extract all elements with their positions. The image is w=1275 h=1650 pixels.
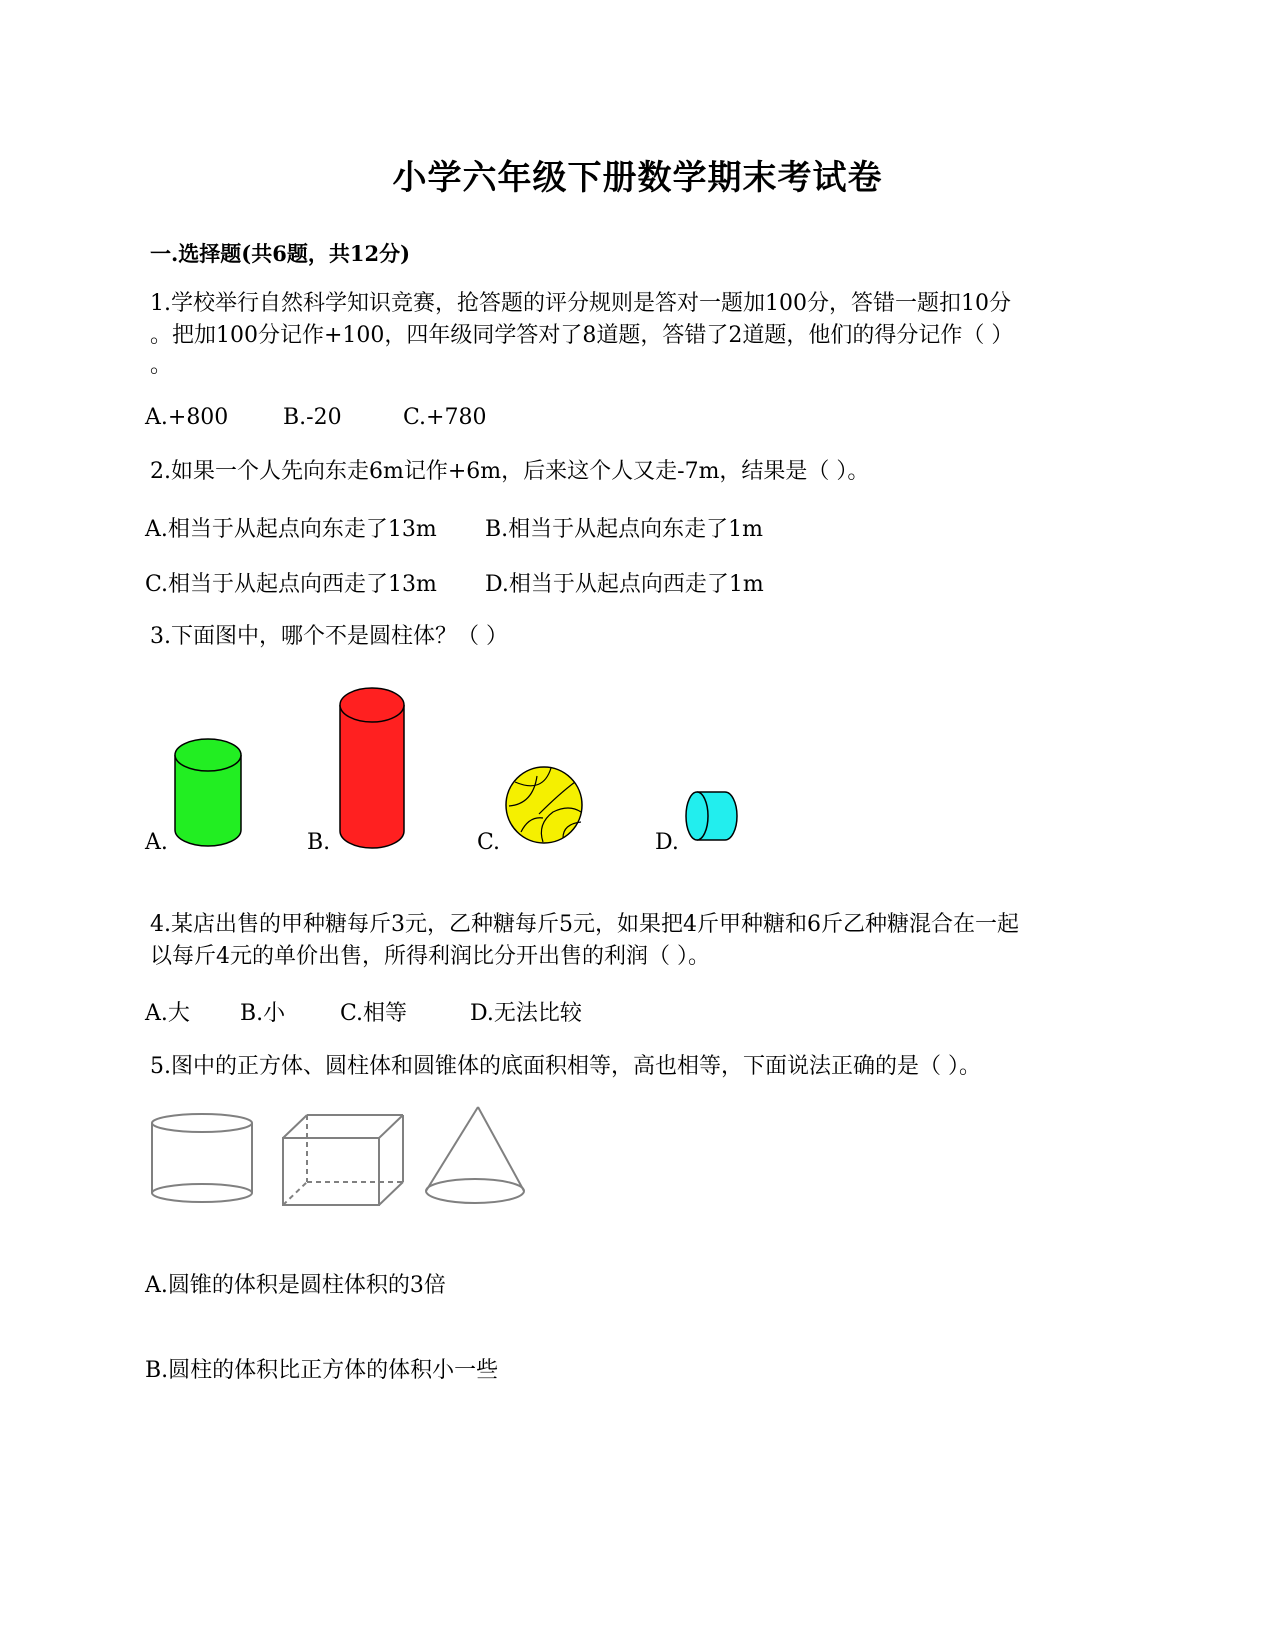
q2-option-a[interactable]: A.相当于从起点向东走了13m [145, 517, 437, 542]
q3-option-b[interactable]: B. [307, 830, 331, 855]
cylinder-outline [152, 1114, 252, 1202]
q2-option-b[interactable]: B.相当于从起点向东走了1m [485, 517, 764, 542]
q4-option-d[interactable]: D.无法比较 [470, 1001, 582, 1026]
q1-option-a[interactable]: A.+800 [145, 405, 229, 430]
red-cylinder-figure [336, 683, 416, 858]
q5-option-a[interactable]: A.圆锥的体积是圆柱体积的3倍 [145, 1273, 446, 1298]
q4-option-a[interactable]: A.大 [145, 1001, 190, 1026]
q1-option-c[interactable]: C.+780 [403, 405, 487, 430]
q3-option-a[interactable]: A. [145, 830, 168, 855]
cone-outline [426, 1107, 524, 1203]
q4-line-1: 4.某店出售的甲种糖每斤3元，乙种糖每斤5元，如果把4斤甲种糖和6斤乙种糖混合在一起 [150, 912, 1019, 937]
green-cylinder-figure [170, 735, 250, 855]
q2-text: 2.如果一个人先向东走6m记作+6m，后来这个人又走-7m，结果是（ ）。 [150, 459, 870, 484]
q1-line-2: 。把加100分记作+100，四年级同学答对了8道题，答错了2道题，他们的得分记作（ ） [150, 323, 1014, 348]
q4-option-b[interactable]: B.小 [240, 1001, 286, 1026]
q5-option-b[interactable]: B.圆柱的体积比正方体的体积小一些 [145, 1358, 499, 1383]
q2-option-d[interactable]: D.相当于从起点向西走了1m [485, 572, 764, 597]
q1-option-b[interactable]: B.-20 [283, 405, 342, 430]
section-heading: 一.选择题(共6题，共12分) [150, 241, 411, 266]
q4-line-2: 以每斤4元的单价出售，所得利润比分开出售的利润（ ）。 [150, 944, 710, 969]
q2-option-c[interactable]: C.相当于从起点向西走了13m [145, 572, 437, 597]
cube-outline [283, 1115, 403, 1205]
page-title: 小学六年级下册数学期末考试卷 [392, 158, 883, 198]
solids-figure [145, 1105, 535, 1215]
q3-option-c[interactable]: C. [477, 830, 501, 855]
q5-text: 5.图中的正方体、圆柱体和圆锥体的底面积相等，高也相等，下面说法正确的是（ ）。 [150, 1054, 981, 1079]
q3-option-d[interactable]: D. [655, 830, 679, 855]
q1-line-3: 。 [150, 353, 173, 378]
q3-text: 3.下面图中，哪个不是圆柱体？（ ） [150, 624, 508, 649]
q1-line-1: 1.学校举行自然科学知识竞赛，抢答题的评分规则是答对一题加100分，答错一题扣10分 [150, 291, 1011, 316]
yellow-ball-figure [503, 764, 588, 849]
cyan-disc-figure [685, 790, 745, 845]
q4-option-c[interactable]: C.相等 [340, 1001, 408, 1026]
